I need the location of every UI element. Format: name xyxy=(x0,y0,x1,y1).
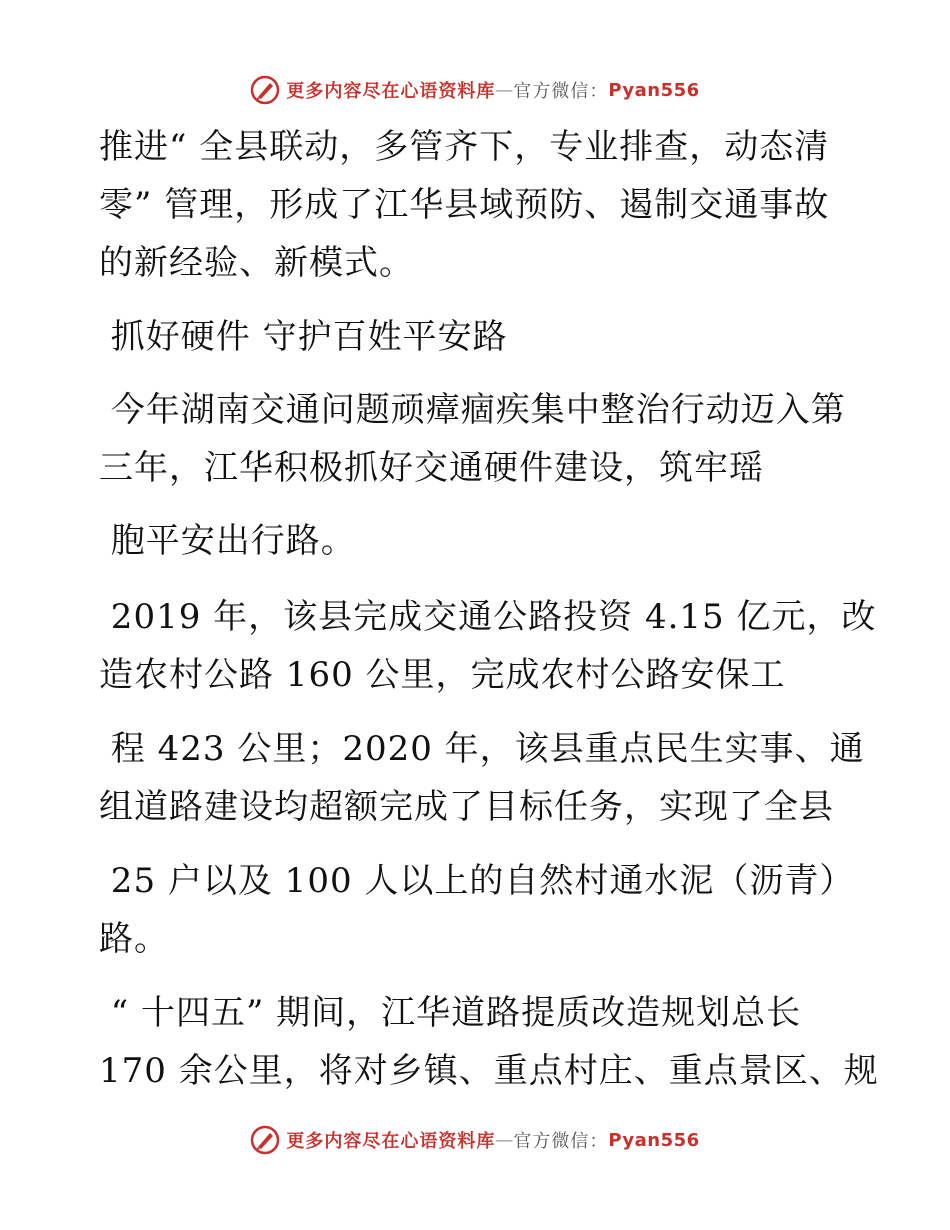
text-line: 组道路建设均超额完成了目标任务，实现了全县 xyxy=(99,787,834,827)
watermark-main-text: 更多内容尽在心语资料库 xyxy=(286,1131,496,1152)
text-line: 路。 xyxy=(99,919,169,959)
watermark-wechat-id: Pyan556 xyxy=(608,79,700,101)
text-line: 胞平安出行路。 xyxy=(99,521,356,561)
header-watermark xyxy=(0,73,950,107)
watermark-sub-text: 官方微信： xyxy=(513,81,609,102)
text-line: “ 十四五” 期间，江华道路提质改造规划总长 xyxy=(99,993,802,1033)
section-heading: 抓好硬件 守护百姓平安路 xyxy=(99,317,508,357)
watermark-dash: — xyxy=(495,1129,514,1151)
watermark-wechat-id: Pyan556 xyxy=(608,1129,700,1151)
footer-watermark xyxy=(0,1123,950,1157)
text-line: 造农村公路 160 公里，完成农村公路安保工 xyxy=(99,655,786,695)
text-line: 170 余公里，将对乡镇、重点村庄、重点景区、规 xyxy=(99,1051,879,1091)
pen-logo-icon xyxy=(250,1125,280,1155)
text-line: 程 423 公里；2020 年，该县重点民生实事、通 xyxy=(99,729,865,769)
text-line: 今年湖南交通问题顽瘴痼疾集中整治行动迈入第 xyxy=(99,390,846,430)
pen-logo-icon xyxy=(250,75,280,105)
text-line: 的新经验、新模式。 xyxy=(99,243,414,283)
watermark-main-text: 更多内容尽在心语资料库 xyxy=(286,81,496,102)
text-line: 2019 年，该县完成交通公路投资 4.15 亿元，改 xyxy=(99,597,877,637)
watermark-dash: — xyxy=(495,79,514,101)
text-line: 三年，江华积极抓好交通硬件建设，筑牢瑶 xyxy=(99,448,764,488)
watermark-sub-text: 官方微信： xyxy=(513,1131,609,1152)
text-line: 推进“ 全县联动，多管齐下，专业排查，动态清 xyxy=(99,127,830,167)
text-line: 25 户以及 100 人以上的自然村通水泥（沥青） xyxy=(99,861,855,901)
text-line: 零” 管理，形成了江华县域预防、遏制交通事故 xyxy=(99,185,830,225)
